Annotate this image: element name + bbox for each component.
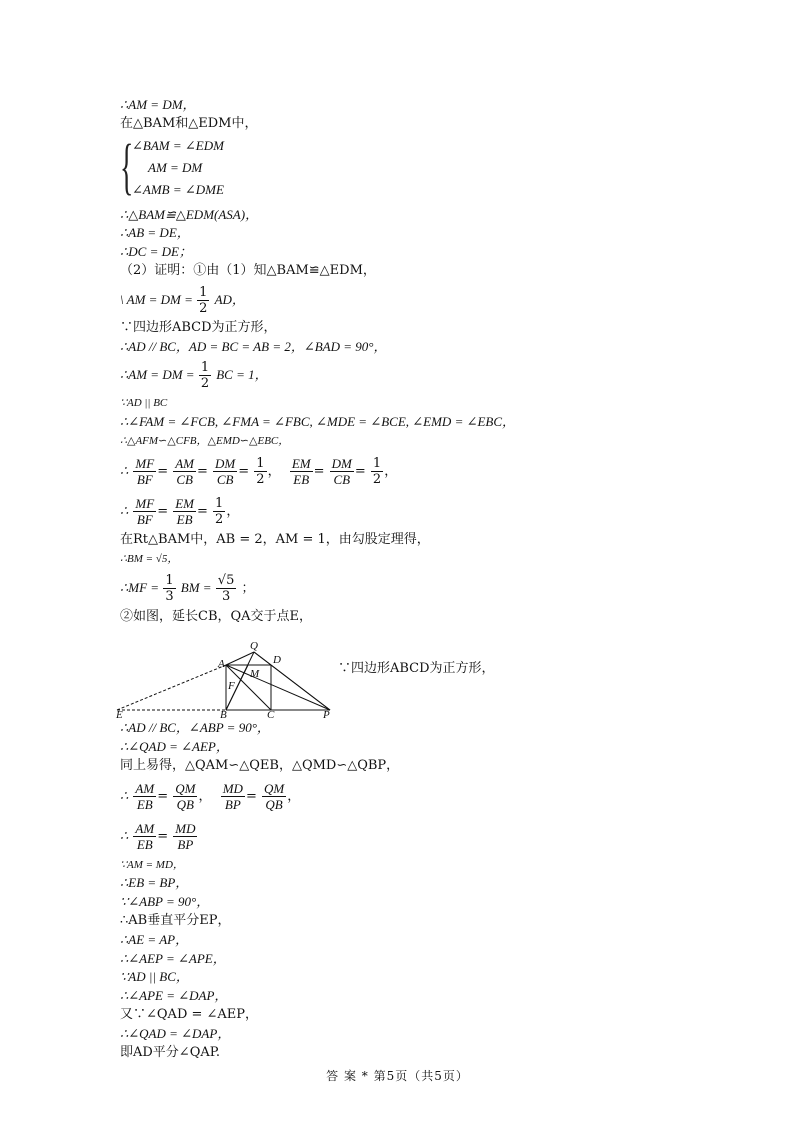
math-text: ∴BM = √5， — [120, 552, 179, 565]
proof-line — [120, 987, 680, 1006]
therefore-symbol: ∴ — [120, 462, 129, 478]
numerator: 1 — [215, 495, 224, 511]
math-text: ∴∠AEP = ∠APE， — [120, 950, 226, 966]
fraction — [173, 781, 197, 812]
system-row: ∠AMB = ∠DME — [132, 181, 224, 197]
proof-line — [120, 893, 680, 912]
fraction — [216, 573, 237, 604]
numerator: MD — [175, 820, 196, 836]
label-M: M — [250, 668, 260, 681]
proof-line — [120, 757, 680, 776]
math-text: ∴∠QAD = ∠AEP， — [120, 738, 229, 754]
text: 在Rt△BAM中，AB = 2，AM = 1，由勾股定理得， — [120, 531, 430, 547]
numerator: MF — [135, 455, 155, 471]
math-text: \ AM = DM = — [120, 291, 197, 307]
fraction — [133, 456, 156, 487]
numerator: 1 — [372, 455, 382, 471]
denominator: 2 — [372, 471, 382, 487]
math-text: ∴AD // BC，∠ABP = 90°， — [120, 720, 270, 736]
numerator: QM — [263, 780, 285, 796]
edge-AQ — [226, 652, 254, 665]
math-text: ∴MF = — [120, 580, 163, 596]
numerator: QM — [175, 780, 196, 796]
denominator: EB — [136, 796, 153, 812]
system-row: AM = DM — [148, 159, 203, 175]
math-text: ∴AE = AP， — [120, 931, 189, 947]
denominator: 3 — [165, 589, 174, 605]
numerator: √5 — [217, 573, 235, 589]
numerator: AM — [175, 455, 195, 471]
denominator: 2 — [215, 511, 224, 527]
fraction — [173, 456, 196, 487]
fraction — [133, 821, 156, 852]
denominator: BF — [136, 511, 153, 527]
text: ∴AB垂直平分EP， — [120, 912, 231, 928]
math-text: ∴△BAM≌△EDM(ASA)， — [120, 206, 259, 222]
equation-system — [120, 132, 680, 202]
math-text: ∴△AFM∽△CFB，△EMD∽△EBC， — [120, 434, 290, 447]
math-text: ∴EB = BP， — [120, 875, 189, 891]
numerator: AM — [135, 820, 155, 836]
therefore-symbol: ∴ — [120, 787, 129, 803]
proof-line: ∴ $\frac{AM}{EB}$ = $\frac{QM}{QB}$ ， $\frac{MD}{BP}$ = $\frac{QM}{QB}$ ， — [120, 780, 301, 812]
fraction — [290, 456, 313, 487]
text: （2）证明：①由（1）知△BAM≌△EDM， — [120, 262, 376, 278]
proof-line — [120, 319, 680, 338]
proof-line — [120, 968, 680, 987]
proof-line — [120, 608, 680, 627]
proof-line — [120, 874, 680, 893]
proof-line — [120, 206, 680, 225]
proof-line — [120, 856, 680, 875]
math-text: ∴∠APE = ∠DAP， — [120, 988, 228, 1004]
math-text: BM = — [180, 580, 215, 596]
proof-line — [120, 950, 680, 969]
math-text: ∴∠FAM = ∠FCB, ∠FMA = ∠FBC, ∠MDE = ∠BCE, ∠EMD = ∠EBC， — [120, 414, 516, 430]
therefore-symbol: ∴ — [120, 827, 129, 843]
label-B: B — [220, 709, 227, 720]
numerator: MF — [135, 495, 155, 511]
proof-line — [120, 281, 680, 319]
page-footer: 答 案 * 第5页（共5页） — [326, 1069, 469, 1083]
numerator: 1 — [256, 455, 265, 471]
math-text: ∵AD || BC， — [120, 969, 189, 985]
denominator: CB — [333, 471, 351, 487]
proof-line — [120, 1006, 680, 1025]
math-text: ∴AM = DM， — [120, 97, 196, 112]
label-F: F — [228, 680, 235, 693]
fraction — [371, 456, 383, 487]
text: 即AD平分∠QAP. — [120, 1044, 220, 1060]
text: ∵四边形ABCD为正方形， — [120, 319, 277, 335]
text: 又∵∠QAD = ∠AEP， — [120, 1006, 259, 1022]
denominator: 2 — [199, 300, 208, 316]
proof-line — [120, 738, 680, 757]
denominator: BF — [136, 471, 153, 487]
edge-AP — [226, 665, 330, 710]
fraction — [173, 496, 196, 527]
proof-line — [120, 912, 680, 931]
denominator: CB — [176, 471, 193, 487]
fraction — [163, 573, 175, 604]
label-Q: Q — [250, 640, 258, 653]
denominator: QB — [176, 796, 195, 812]
text: 在△BAM和△EDM中， — [120, 115, 258, 131]
denominator: QB — [265, 796, 283, 812]
numerator: 1 — [199, 284, 208, 300]
denominator: 3 — [221, 589, 231, 605]
proof-line — [120, 115, 680, 134]
denominator: BP — [224, 796, 241, 812]
fraction — [197, 285, 209, 316]
math-text: AD， — [214, 291, 245, 307]
proof-line: ∴ $\frac{MF}{BF}$ = $\frac{AM}{CB}$ = $\frac{DM}{CB}$ = $\frac{1}{2}$ ， $\frac{EM}{EB}$ = $\frac{DM}{CB}$ = $\frac{1}{2}$ ， — [120, 455, 398, 487]
fraction — [213, 496, 225, 527]
numerator: 1 — [165, 573, 174, 589]
proof-line — [120, 413, 680, 432]
math-text: ∴AB = DE， — [120, 225, 190, 241]
numerator: AM — [135, 780, 155, 796]
math-text: ∵AM = MD， — [120, 858, 184, 871]
proof-line — [120, 432, 680, 451]
proof-line — [120, 568, 680, 608]
edge-QP — [254, 652, 330, 710]
proof-line — [120, 338, 680, 357]
denominator: 2 — [256, 471, 265, 487]
denominator: EB — [293, 471, 310, 487]
fraction — [173, 821, 197, 852]
figure-side-text: ∵四边形ABCD为正方形， — [338, 661, 495, 677]
proof-line — [120, 243, 680, 262]
numerator: DM — [215, 455, 236, 471]
math-text: ∵∠ABP = 90°， — [120, 894, 210, 910]
text: ； — [241, 581, 255, 597]
math-text: ∴∠QAD = ∠DAP， — [120, 1025, 231, 1041]
fraction — [254, 456, 266, 487]
fraction — [221, 781, 245, 812]
numerator: 1 — [200, 360, 210, 376]
fraction — [262, 781, 286, 812]
numerator: EM — [175, 495, 195, 511]
numerator: DM — [331, 455, 352, 471]
math-text: ∴DC = DE； — [120, 244, 192, 260]
figure-row — [116, 627, 680, 720]
text: ②如图，延长CB，QA交于点E， — [120, 609, 313, 625]
math-text: ∴AM = DM = — [120, 367, 198, 383]
denominator: CB — [216, 471, 234, 487]
proof-line — [120, 550, 680, 569]
answer-page — [116, 96, 680, 1062]
proof-line — [120, 1044, 680, 1063]
brace-symbol: { — [120, 132, 134, 201]
proof-line: ∴ $\frac{MF}{BF}$ = $\frac{EM}{EB}$ = $\frac{1}{2}$ ， — [120, 495, 240, 527]
fraction — [133, 496, 156, 527]
proof-line — [120, 262, 680, 281]
label-E: E — [116, 709, 123, 720]
proof-line — [120, 356, 680, 394]
proof-line: ∴ $\frac{AM}{EB}$ = $\frac{MD}{BP}$ — [120, 820, 196, 852]
math-text: ∴AD // BC，AD = BC = AB = 2，∠BAD = 90°， — [120, 338, 387, 354]
math-text: ∵AD || BC — [120, 397, 168, 410]
proof-line — [120, 96, 680, 115]
proof-line — [120, 719, 680, 738]
fraction — [213, 456, 237, 487]
text: 同上易得，△QAM∽△QEB，△QMD∽△QBP， — [120, 757, 400, 773]
proof-line — [120, 224, 680, 243]
denominator: BP — [177, 836, 194, 852]
therefore-symbol: ∴ — [120, 502, 129, 518]
label-P: P — [323, 709, 330, 720]
denominator: EB — [136, 836, 153, 852]
math-text: BC = 1， — [216, 367, 268, 383]
label-C: C — [267, 709, 275, 720]
denominator: 2 — [200, 376, 210, 392]
proof-line — [120, 1025, 680, 1044]
system-row: ∠BAM = ∠EDM — [132, 137, 224, 153]
numerator: EM — [291, 455, 311, 471]
fraction — [133, 781, 156, 812]
label-D: D — [273, 654, 281, 667]
proof-line — [120, 531, 680, 550]
denominator: EB — [176, 511, 193, 527]
proof-line — [120, 931, 680, 950]
geometry-figure — [114, 627, 334, 719]
numerator: MD — [222, 780, 243, 796]
fraction — [199, 360, 211, 391]
proof-line — [120, 394, 680, 413]
edge-EA-dashed — [117, 665, 226, 710]
fraction — [330, 456, 354, 487]
label-A: A — [218, 658, 225, 671]
